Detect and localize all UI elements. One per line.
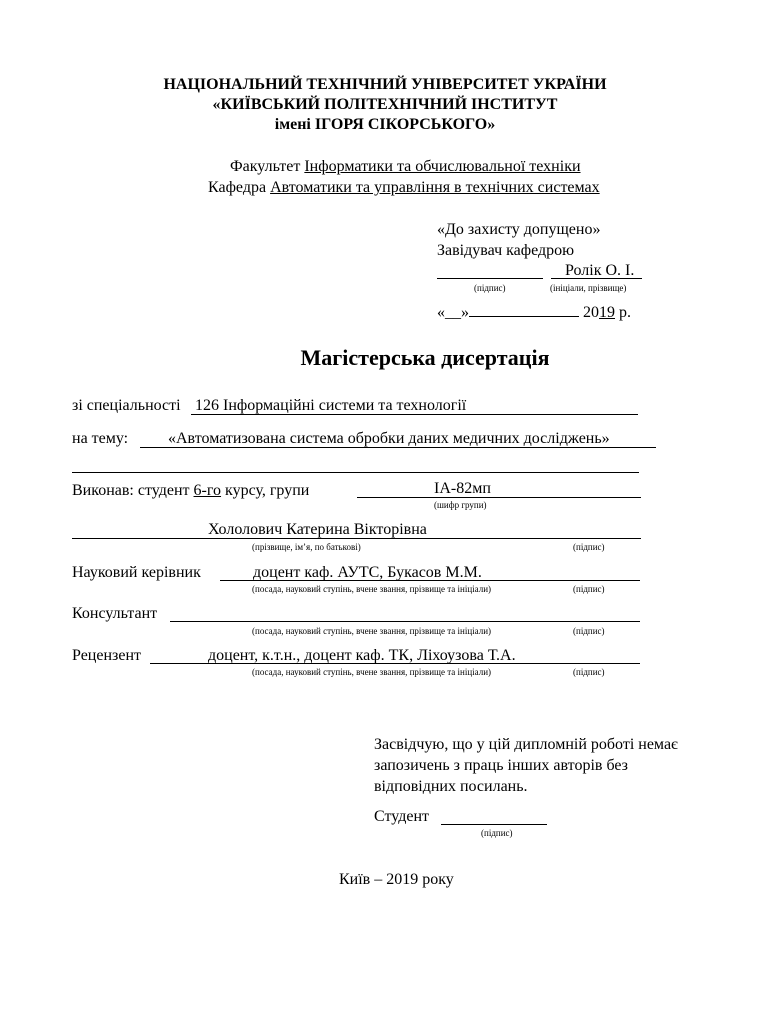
date-quote: «__» — [437, 304, 469, 321]
supervisor-hint: (посада, науковий ступінь, вчене звання, прізвище та ініціали) — [252, 584, 492, 594]
head-name: Ролік О. І. — [565, 262, 635, 279]
student-sign-hint: (підпис) — [481, 828, 513, 838]
thesis-title: Магістерська дисертація — [300, 345, 550, 370]
department-label: Кафедра — [208, 179, 267, 196]
topic-value: «Автоматизована система обробки даних медичних досліджень» — [168, 430, 610, 447]
reviewer-hint: (посада, науковий ступінь, вчене звання, прізвище та ініціали) — [252, 667, 492, 677]
performer-label: Виконав: студент — [72, 482, 190, 499]
group-hint: (шифр групи) — [434, 500, 487, 510]
institute-name: «КИЇВСЬКИЙ ПОЛІТЕХНІЧНИЙ ІНСТИТУТ — [212, 96, 558, 113]
topic-label: на тему: — [72, 430, 129, 447]
group-underline — [357, 497, 641, 498]
university-name: НАЦІОНАЛЬНИЙ ТЕХНІЧНИЙ УНІВЕРСИТЕТ УКРАЇНИ — [163, 76, 607, 93]
declaration-line-3: відповідних посилань. — [374, 778, 528, 795]
head-sign-hint: (підпис) — [474, 283, 506, 293]
faculty-line — [230, 158, 581, 176]
specialty-label: зі спеціальності — [72, 397, 181, 414]
head-title: Завідувач кафедрою — [437, 242, 575, 259]
performer-sign-hint: (підпис) — [573, 542, 605, 552]
consultant-hint: (посада, науковий ступінь, вчене звання, прізвище та ініціали) — [252, 626, 492, 636]
performer-name-hint: (прізвище, ім’я, по батькові) — [252, 542, 361, 552]
consultant-sign-hint: (підпис) — [573, 626, 605, 636]
performer-name: Хололович Катерина Вікторівна — [208, 521, 427, 538]
year-suffix: 19 — [599, 304, 615, 321]
city-year: Київ – 2019 року — [339, 871, 454, 888]
date-month-blank — [469, 304, 579, 317]
performer-course: 6-го — [193, 482, 222, 499]
reviewer-sign-hint: (підпис) — [573, 667, 605, 677]
supervisor-label: Науковий керівник — [72, 564, 201, 581]
performer-course-label: курсу, групи — [225, 482, 310, 499]
institute-honorific: імені ІГОРЯ СІКОРСЬКОГО» — [274, 116, 496, 133]
student-label: Студент — [374, 808, 430, 825]
department-line — [208, 179, 600, 197]
reviewer-value: доцент, к.т.н., доцент каф. ТК, Ліхоузова Т.А. — [208, 647, 516, 664]
faculty-value: Інформатики та обчислювальної техніки — [304, 158, 581, 175]
reviewer-label: Рецензент — [72, 647, 141, 664]
year-unit: р. — [619, 304, 631, 321]
topic-continuation-line — [72, 472, 639, 473]
consultant-underline — [170, 621, 640, 622]
date-line — [437, 304, 631, 322]
performer-group: ІА-82мп — [434, 480, 491, 497]
specialty-value: 126 Інформаційні системи та технології — [195, 397, 467, 414]
department-value: Автоматики та управління в технічних системах — [270, 179, 600, 196]
year-prefix: 20 — [583, 304, 599, 321]
consultant-label: Консультант — [72, 605, 158, 622]
declaration-line-2: запозичень з праць інших авторів без — [374, 757, 628, 774]
performer-line — [72, 482, 309, 500]
declaration-line-1: Засвідчую, що у цій дипломній роботі немає — [374, 736, 678, 753]
admit-text: «До захисту допущено» — [437, 221, 601, 238]
student-signature-line — [441, 824, 547, 825]
supervisor-value: доцент каф. АУТС, Букасов М.М. — [253, 564, 482, 581]
faculty-label: Факультет — [230, 158, 301, 175]
head-signature-line — [437, 278, 543, 279]
head-name-hint: (ініціали, прізвище) — [550, 283, 627, 293]
supervisor-sign-hint: (підпис) — [573, 584, 605, 594]
